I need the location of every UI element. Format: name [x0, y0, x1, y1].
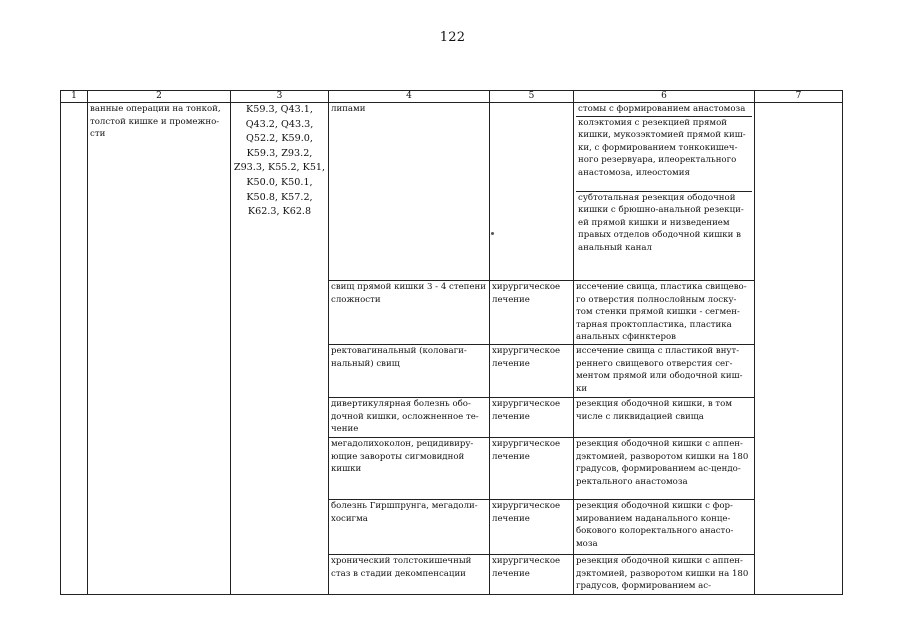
- method-item: субтотальная резекция ободочной кишки с брюшно-анальной резекци-ей прямой кишки и низведением правых отделов ободочной кишки в анальный канал: [578, 192, 744, 253]
- column-number-row: [61, 91, 843, 103]
- treatment-cell: хирургическое лечение: [490, 499, 574, 554]
- disease-cell: ректовагинальный (коловаги-нальный) свищ: [329, 344, 490, 397]
- column-number-3: 3: [231, 91, 329, 103]
- icd-code-line: K50.8, K57.2,: [246, 191, 313, 203]
- icd-code-line: K59.3, Q43.1,: [246, 104, 313, 115]
- icd-code-line: K50.0, K50.1,: [246, 176, 313, 188]
- treatment-cell: хирургическое лечение: [490, 344, 574, 397]
- cell-col7: [755, 103, 843, 595]
- method-cell: резекция ободочной кишки с фор-мированием наданального конце-бокового колоректального анасто-моза: [574, 499, 755, 554]
- column-number-1: 1: [61, 91, 88, 103]
- medical-services-table: [60, 90, 843, 595]
- column-number-6: 6: [574, 91, 755, 103]
- icd-codes-cell: [231, 103, 329, 595]
- column-number-4: 4: [329, 91, 490, 103]
- method-cell: резекция ободочной кишки, в том числе с ликвидацией свища: [574, 397, 755, 437]
- disease-cell: болезнь Гиршпрунга, мегадоли-хосигма: [329, 499, 490, 554]
- method-cell: резекция ободочной кишки с аппен-дэктомией, разворотом кишки на 180 градусов, формированием ас-цендо-ректального анастомоза: [574, 437, 755, 499]
- method-cell: резекция ободочной кишки с аппен-дэктомией, разворотом кишки на 180 градусов, формированием ас-: [574, 554, 755, 594]
- method-item: колэктомия с резекцией прямой кишки, мукозэктомией прямой киш-ки, с формированием тонкокишеч-ного резервуара, илеоректального анастомоза, илеостомия: [576, 117, 752, 192]
- disease-cell: хронический толстокишечный стаз в стадии декомпенсации: [329, 554, 490, 594]
- icd-code-line: Z93.3, K55.2, K51,: [233, 162, 326, 174]
- column-number-5: 5: [490, 91, 574, 103]
- icd-code-line: Q52.2, K59.0,: [246, 133, 313, 145]
- treatment-cell: хирургическое лечение: [490, 281, 574, 345]
- column-number-7: 7: [755, 91, 843, 103]
- disease-cell: дивертикулярная болезнь обо-дочной кишки, осложненное те-чение: [329, 397, 490, 437]
- scan-dot-mark: [491, 232, 494, 235]
- disease-cell: мегадолихоколон, рецидивиру-ющие завороты сигмовидной кишки: [329, 437, 490, 499]
- page-number: 122: [439, 30, 466, 45]
- disease-cell: свищ прямой кишки 3 - 4 степени сложности: [329, 281, 490, 345]
- surgery-type-cell: ванные операции на тонкой, толстой кишке и промежно-сти: [88, 103, 231, 595]
- treatment-cell: хирургическое лечение: [490, 397, 574, 437]
- icd-code-line: Q43.2, Q43.3,: [245, 118, 314, 130]
- icd-code-line: K59.3, Z93.2,: [246, 147, 313, 159]
- method-cell: иссечение свища, пластика свищево-го отверстия полнослойным лоску-том стенки прямой кишки - сегмен-тарная проктопластика, пластика анальных сфинктеров: [574, 281, 755, 345]
- treatment-cell: хирургическое лечение: [490, 554, 574, 594]
- treatment-cell: [490, 103, 574, 281]
- table-row: [61, 103, 843, 281]
- cell-col1: [61, 103, 88, 595]
- disease-cell: липами: [329, 103, 490, 281]
- column-number-2: 2: [88, 91, 231, 103]
- method-item: стомы с формированием анастомоза: [576, 103, 752, 117]
- icd-code-line: K62.3, K62.8: [247, 206, 312, 218]
- method-cell: [574, 103, 755, 281]
- treatment-cell: хирургическое лечение: [490, 437, 574, 499]
- method-cell: иссечение свища с пластикой внут-реннего свищевого отверстия сег-ментом прямой или ободочной киш-ки: [574, 344, 755, 397]
